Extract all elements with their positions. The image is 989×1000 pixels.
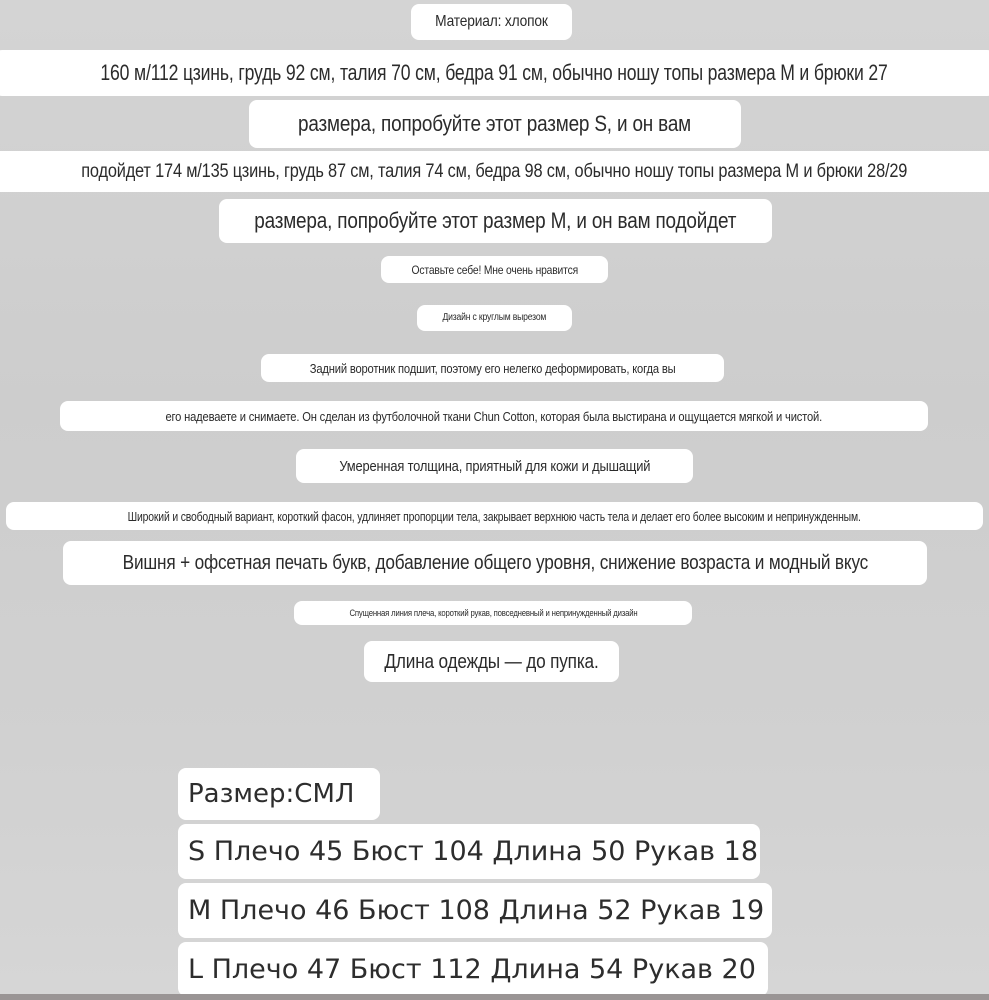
size-chart-title: Размер:СМЛ (178, 768, 380, 820)
model-one-measurements-line: 160 м/112 цзинь, грудь 92 см, талия 70 см, бедра 91 см, обычно ношу топы размера М и брюки 27 (0, 50, 989, 96)
fabric-description-line: его надеваете и снимаете. Он сделан из футболочной ткани Chun Cotton, которая была выстирана и ощущается мягкой и чистой. (60, 401, 928, 431)
model-one-size-advice-line: размера, попробуйте этот размер S, и он вам (249, 100, 741, 148)
collar-description-line: Задний воротник подшит, поэтому его нелегко деформировать, когда вы (261, 354, 724, 382)
thickness-line: Умеренная толщина, приятный для кожи и дышащий (296, 449, 693, 483)
keep-it-line: Оставьте себе! Мне очень нравится (381, 256, 608, 283)
fit-description-line: Широкий и свободный вариант, короткий фасон, удлиняет пропорции тела, закрывает верхнюю часть тела и делает его более высоким и непринужденным. (6, 502, 983, 530)
shoulder-sleeve-line: Спущенная линия плеча, короткий рукав, повседневный и непринужденный дизайн (294, 601, 692, 625)
model-two-measurements-line: подойдет 174 м/135 цзинь, грудь 87 см, талия 74 см, бедра 98 см, обычно ношу топы размера M и брюки 28/29 (0, 151, 989, 192)
print-description-line: Вишня + офсетная печать букв, добавление общего уровня, снижение возраста и модный вкус (63, 541, 927, 585)
size-row-m: M Плечо 46 Бюст 108 Длина 52 Рукав 19 (178, 883, 772, 938)
material-line: Материал: хлопок (411, 4, 572, 40)
bottom-edge-strip (0, 994, 989, 1000)
size-row-l: L Плечо 47 Бюст 112 Длина 54 Рукав 20 (178, 942, 768, 996)
round-neck-line: Дизайн с круглым вырезом (417, 305, 572, 331)
model-two-size-advice-line: размера, попробуйте этот размер М, и он вам подойдет (219, 199, 772, 243)
size-row-s: S Плечо 45 Бюст 104 Длина 50 Рукав 18 (178, 824, 760, 879)
garment-length-line: Длина одежды — до пупка. (364, 641, 619, 682)
